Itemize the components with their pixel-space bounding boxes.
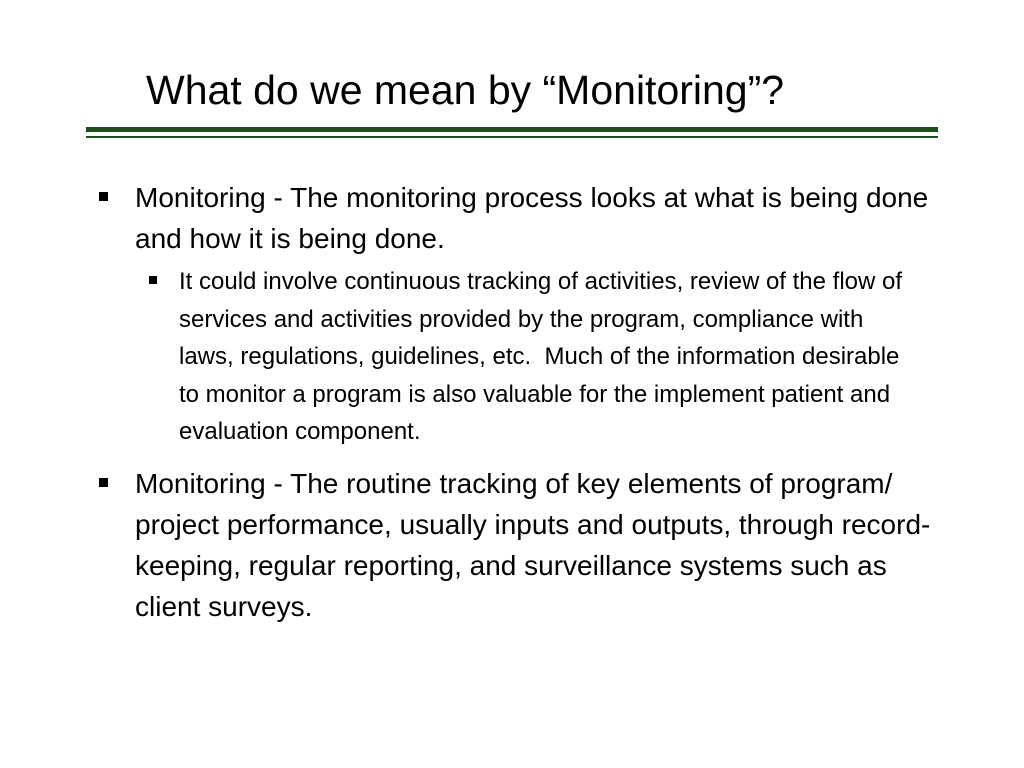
slide-title: What do we mean by “Monitoring”?	[146, 67, 785, 113]
title-divider-thin	[86, 136, 938, 138]
bullet-item	[0, 463, 935, 627]
sub-bullet-item	[0, 263, 919, 451]
bullet-text: Monitoring - The monitoring process looks at what is being done and how it is being done.	[135, 182, 937, 254]
square-bullet-icon	[99, 478, 108, 487]
square-bullet-icon	[149, 276, 157, 284]
sub-bullet-text: It could involve continuous tracking of activities, review of the flow of services and activities provided by the program, compliance with laws, regulations, guidelines, etc. Much of the information desirable to monitor a program is also valuable for the implement patient and evaluation component.	[179, 268, 909, 445]
title-divider-thick	[86, 127, 938, 132]
slide-body	[0, 177, 1024, 627]
bullet-item	[0, 177, 935, 259]
bullet-text: Monitoring - The routine tracking of key elements of program/ project performance, usually inputs and outputs, through record-keeping, regular reporting, and surveillance systems such as client surveys.	[135, 467, 931, 622]
square-bullet-icon	[99, 192, 108, 201]
